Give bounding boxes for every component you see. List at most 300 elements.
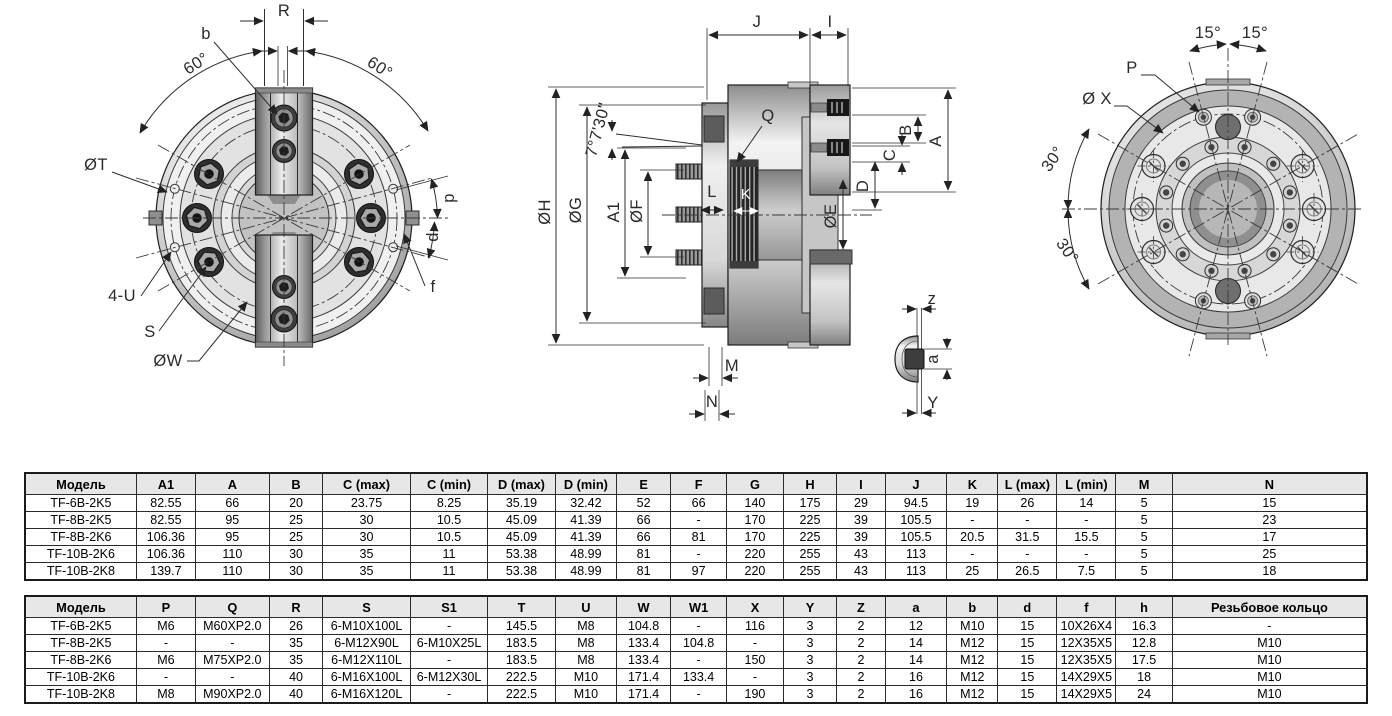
column-header: N	[1172, 473, 1367, 495]
value-cell: -	[1057, 512, 1116, 529]
value-cell: 220	[727, 546, 783, 563]
front-view-drawing	[84, 2, 458, 370]
label-K: K	[740, 186, 752, 203]
model-cell: TF-6B-2K5	[25, 618, 136, 635]
value-cell: 105.5	[885, 529, 947, 546]
value-cell: 139.7	[136, 563, 195, 581]
table-row	[25, 495, 1367, 512]
leader-dia-T	[84, 156, 167, 192]
stud-bolt	[676, 207, 703, 222]
value-cell: 255	[783, 563, 837, 581]
value-cell: 2	[837, 686, 885, 704]
value-cell: 2	[837, 652, 885, 669]
column-header: d	[998, 596, 1057, 618]
value-cell: 53.38	[488, 546, 555, 563]
label-J: J	[752, 13, 762, 31]
dim-N	[689, 390, 735, 421]
value-cell: 81	[617, 546, 671, 563]
value-cell: M12	[947, 686, 998, 704]
column-header: D (min)	[555, 473, 617, 495]
label-15-left: 15°	[1194, 24, 1222, 42]
value-cell: 3	[783, 652, 837, 669]
value-cell: 26	[998, 495, 1057, 512]
value-cell: 5	[1116, 529, 1172, 546]
table-row	[25, 652, 1367, 669]
value-cell: 26	[269, 618, 323, 635]
value-cell: -	[410, 652, 488, 669]
dimension-table-2	[24, 595, 1368, 704]
value-cell: M10	[947, 618, 998, 635]
value-cell: M8	[136, 686, 195, 704]
label-A: A	[927, 135, 945, 147]
label-dia-H: ØH	[536, 199, 554, 225]
table-row	[25, 635, 1367, 652]
label-30-lower: 30°	[1052, 235, 1082, 268]
value-cell: -	[195, 635, 269, 652]
model-cell: TF-10B-2K6	[25, 669, 136, 686]
value-cell: 39	[837, 512, 885, 529]
dimension-tables	[0, 472, 1392, 704]
column-header: G	[727, 473, 783, 495]
value-cell: 170	[727, 529, 783, 546]
value-cell: 95	[195, 512, 269, 529]
value-cell: 6-M12X30L	[410, 669, 488, 686]
value-cell: 35	[269, 635, 323, 652]
small-hole	[1267, 248, 1280, 261]
value-cell: 16	[885, 669, 947, 686]
value-cell: -	[727, 669, 783, 686]
value-cell: 225	[783, 529, 837, 546]
label-60-right: 60°	[363, 53, 396, 83]
value-cell: -	[670, 686, 726, 704]
value-cell: 12.8	[1116, 635, 1172, 652]
table-row	[25, 618, 1367, 635]
value-cell: 15	[998, 652, 1057, 669]
value-cell: 6-M10X25L	[410, 635, 488, 652]
value-cell: 15	[998, 635, 1057, 652]
value-cell: 40	[269, 686, 323, 704]
value-cell: -	[410, 686, 488, 704]
label-I: I	[827, 13, 833, 31]
dim-A	[852, 88, 956, 192]
value-cell: 16.3	[1116, 618, 1172, 635]
column-header: Модель	[25, 596, 136, 618]
small-hole	[1176, 248, 1189, 261]
value-cell: 30	[269, 563, 323, 581]
label-b: b	[201, 25, 211, 43]
small-hole	[1283, 219, 1296, 232]
value-cell: -	[136, 635, 195, 652]
value-cell: 14	[885, 652, 947, 669]
value-cell: 25	[269, 512, 323, 529]
value-cell: 3	[783, 635, 837, 652]
value-cell: M12	[947, 652, 998, 669]
value-cell: 255	[783, 546, 837, 563]
value-cell: 183.5	[488, 635, 555, 652]
value-cell: 8.25	[410, 495, 488, 512]
value-cell: -	[670, 546, 726, 563]
label-L: L	[707, 183, 717, 201]
value-cell: 24	[1116, 686, 1172, 704]
value-cell: 30	[269, 546, 323, 563]
value-cell: 104.8	[617, 618, 671, 635]
value-cell: 15	[998, 686, 1057, 704]
label-p: p	[440, 193, 458, 203]
small-hole	[1283, 186, 1296, 199]
model-cell: TF-8B-2K5	[25, 635, 136, 652]
column-header: L (min)	[1057, 473, 1116, 495]
value-cell: M12	[947, 635, 998, 652]
value-cell: 35	[269, 652, 323, 669]
model-cell: TF-10B-2K8	[25, 686, 136, 704]
model-cell: TF-6B-2K5	[25, 495, 136, 512]
value-cell: -	[670, 618, 726, 635]
value-cell: 5	[1116, 563, 1172, 581]
value-cell: 66	[195, 495, 269, 512]
value-cell: -	[998, 546, 1057, 563]
dim-D	[852, 162, 882, 210]
value-cell: M12	[947, 669, 998, 686]
dim-M	[693, 347, 739, 386]
value-cell: 171.4	[617, 686, 671, 704]
dim-I	[812, 13, 848, 86]
value-cell: 26.5	[998, 563, 1057, 581]
dim-C	[852, 133, 910, 175]
column-header: C (max)	[323, 473, 410, 495]
small-hole	[1160, 186, 1173, 199]
value-cell: 15	[998, 618, 1057, 635]
column-header: a	[885, 596, 947, 618]
table-row	[25, 686, 1367, 704]
value-cell: 106.36	[136, 529, 195, 546]
value-cell: 81	[670, 529, 726, 546]
value-cell: -	[670, 512, 726, 529]
value-cell: 45.09	[488, 529, 555, 546]
value-cell: 5	[1116, 512, 1172, 529]
value-cell: 6-M12X90L	[323, 635, 410, 652]
value-cell: 6-M16X100L	[323, 669, 410, 686]
model-cell: TF-8B-2K6	[25, 529, 136, 546]
column-header: Z	[837, 596, 885, 618]
value-cell: -	[136, 669, 195, 686]
column-header: f	[1057, 596, 1116, 618]
column-header: J	[885, 473, 947, 495]
value-cell: 40	[269, 669, 323, 686]
value-cell: 18	[1172, 563, 1367, 581]
value-cell: 25	[269, 529, 323, 546]
label-Q: Q	[761, 107, 775, 125]
value-cell: 23	[1172, 512, 1367, 529]
value-cell: 35	[323, 546, 410, 563]
value-cell: M10	[1172, 652, 1367, 669]
value-cell: 31.5	[998, 529, 1057, 546]
value-cell: 35	[323, 563, 410, 581]
table-row	[25, 563, 1367, 581]
value-cell: 5	[1116, 495, 1172, 512]
label-dia-F: ØF	[628, 199, 646, 223]
column-header: M	[1116, 473, 1172, 495]
value-cell: 35.19	[488, 495, 555, 512]
value-cell: 94.5	[885, 495, 947, 512]
label-f: f	[430, 278, 436, 296]
label-a: a	[924, 354, 942, 364]
value-cell: 11	[410, 563, 488, 581]
hex-bolt	[195, 248, 224, 277]
value-cell: M10	[555, 686, 617, 704]
stud-bolt	[676, 164, 703, 179]
dim-d	[424, 222, 442, 258]
value-cell: -	[670, 652, 726, 669]
value-cell: 105.5	[885, 512, 947, 529]
column-header: K	[947, 473, 998, 495]
hex-bolt	[195, 160, 224, 189]
value-cell: M10	[555, 669, 617, 686]
column-header: D (max)	[488, 473, 555, 495]
column-header: P	[136, 596, 195, 618]
small-hole	[1176, 157, 1189, 170]
value-cell: 15	[1172, 495, 1367, 512]
model-cell: TF-10B-2K6	[25, 546, 136, 563]
column-header: R	[269, 596, 323, 618]
column-header: h	[1116, 596, 1172, 618]
value-cell: 15	[998, 669, 1057, 686]
value-cell: 30	[323, 529, 410, 546]
value-cell: 20	[269, 495, 323, 512]
label-dia-T: ØT	[84, 156, 108, 174]
value-cell: 110	[195, 563, 269, 581]
column-header: B	[269, 473, 323, 495]
value-cell: M10	[1172, 635, 1367, 652]
section-view-drawing	[536, 13, 956, 421]
value-cell: 81	[617, 563, 671, 581]
value-cell: 3	[783, 618, 837, 635]
value-cell: M75XP2.0	[195, 652, 269, 669]
value-cell: 41.39	[555, 512, 617, 529]
plug-tab	[905, 349, 924, 369]
value-cell: M8	[555, 652, 617, 669]
label-dia-X: Ø X	[1082, 90, 1112, 108]
small-hole	[1160, 219, 1173, 232]
label-N: N	[705, 393, 719, 411]
stud-bolt	[676, 250, 703, 265]
column-header: F	[670, 473, 726, 495]
value-cell: -	[410, 618, 488, 635]
value-cell: 16	[885, 686, 947, 704]
value-cell: M10	[1172, 669, 1367, 686]
value-cell: 190	[727, 686, 783, 704]
value-cell: 52	[617, 495, 671, 512]
value-cell: 3	[783, 669, 837, 686]
model-cell: TF-8B-2K6	[25, 652, 136, 669]
label-dia-E: ØE	[822, 203, 840, 229]
value-cell: 150	[727, 652, 783, 669]
value-cell: 14	[1057, 495, 1116, 512]
back-view-drawing	[1038, 24, 1364, 356]
label-M: M	[724, 357, 740, 375]
jaw-nut	[827, 99, 849, 116]
value-cell: -	[1172, 618, 1367, 635]
value-cell: 19	[947, 495, 998, 512]
value-cell: 6-M16X120L	[323, 686, 410, 704]
value-cell: 95	[195, 529, 269, 546]
value-cell: -	[998, 512, 1057, 529]
value-cell: 220	[727, 563, 783, 581]
value-cell: 43	[837, 546, 885, 563]
value-cell: 43	[837, 563, 885, 581]
value-cell: M6	[136, 618, 195, 635]
value-cell: 183.5	[488, 652, 555, 669]
value-cell: 10.5	[410, 529, 488, 546]
label-D: D	[854, 179, 872, 193]
value-cell: 170	[727, 512, 783, 529]
value-cell: 145.5	[488, 618, 555, 635]
column-header: W1	[670, 596, 726, 618]
column-header: A	[195, 473, 269, 495]
value-cell: 14X29X5	[1057, 686, 1116, 704]
value-cell: 133.4	[617, 635, 671, 652]
label-15-right: 15°	[1241, 24, 1269, 42]
value-cell: 5	[1116, 546, 1172, 563]
column-header: Модель	[25, 473, 136, 495]
model-cell: TF-10B-2K8	[25, 563, 136, 581]
column-header: Резьбовое кольцо	[1172, 596, 1367, 618]
column-header: A1	[136, 473, 195, 495]
table-row	[25, 512, 1367, 529]
label-P: P	[1126, 59, 1138, 77]
hex-bolt	[345, 247, 374, 276]
value-cell: -	[947, 546, 998, 563]
column-header: T	[488, 596, 555, 618]
value-cell: 6-M12X110L	[323, 652, 410, 669]
dimension-table-1	[24, 472, 1368, 581]
column-header: L (max)	[998, 473, 1057, 495]
value-cell: 2	[837, 635, 885, 652]
value-cell: 6-M10X100L	[323, 618, 410, 635]
value-cell: 48.99	[555, 546, 617, 563]
value-cell: 48.99	[555, 563, 617, 581]
value-cell: -	[1057, 546, 1116, 563]
jaw-nut	[827, 139, 849, 156]
column-header: Y	[783, 596, 837, 618]
column-header: W	[617, 596, 671, 618]
column-header: S	[323, 596, 410, 618]
value-cell: M60XP2.0	[195, 618, 269, 635]
label-60-left: 60°	[180, 49, 213, 79]
value-cell: 113	[885, 563, 947, 581]
value-cell: 12X35X5	[1057, 652, 1116, 669]
value-cell: 32.42	[555, 495, 617, 512]
value-cell: M6	[136, 652, 195, 669]
value-cell: 39	[837, 529, 885, 546]
value-cell: 12X35X5	[1057, 635, 1116, 652]
plug-detail	[895, 290, 952, 414]
value-cell: 66	[617, 512, 671, 529]
column-header: C (min)	[410, 473, 488, 495]
table-row	[25, 546, 1367, 563]
dim-B	[852, 115, 926, 143]
label-d: d	[424, 232, 442, 242]
label-B: B	[897, 124, 915, 136]
value-cell: 110	[195, 546, 269, 563]
label-z: z	[927, 290, 937, 308]
column-header: X	[727, 596, 783, 618]
dim-slot	[258, 46, 308, 86]
value-cell: 106.36	[136, 546, 195, 563]
dim-taper	[582, 101, 702, 160]
value-cell: 3	[783, 686, 837, 704]
label-dia-G: ØG	[567, 196, 585, 224]
label-C: C	[881, 148, 899, 162]
column-header: U	[555, 596, 617, 618]
value-cell: 66	[670, 495, 726, 512]
value-cell: M8	[555, 618, 617, 635]
value-cell: 25	[947, 563, 998, 581]
value-cell: 104.8	[670, 635, 726, 652]
p-screw-hole	[1245, 109, 1261, 125]
value-cell: 30	[323, 512, 410, 529]
table-row	[25, 529, 1367, 546]
label-A1: A1	[605, 201, 623, 223]
scroll-thread	[730, 160, 758, 268]
value-cell: -	[727, 635, 783, 652]
leader-4U	[108, 252, 171, 305]
value-cell: 12	[885, 618, 947, 635]
value-cell: 17	[1172, 529, 1367, 546]
label-30-upper: 30°	[1038, 143, 1068, 176]
value-cell: -	[195, 669, 269, 686]
value-cell: 66	[617, 529, 671, 546]
value-cell: 82.55	[136, 495, 195, 512]
value-cell: 2	[837, 618, 885, 635]
label-R: R	[277, 2, 291, 20]
column-header: E	[617, 473, 671, 495]
value-cell: 133.4	[670, 669, 726, 686]
value-cell: 53.38	[488, 563, 555, 581]
value-cell: 11	[410, 546, 488, 563]
column-header: S1	[410, 596, 488, 618]
value-cell: M90XP2.0	[195, 686, 269, 704]
column-header: Q	[195, 596, 269, 618]
value-cell: 41.39	[555, 529, 617, 546]
value-cell: 7.5	[1057, 563, 1116, 581]
column-header: H	[783, 473, 837, 495]
value-cell: 113	[885, 546, 947, 563]
table-row	[25, 669, 1367, 686]
value-cell: 171.4	[617, 669, 671, 686]
value-cell: M10	[1172, 686, 1367, 704]
model-cell: TF-8B-2K5	[25, 512, 136, 529]
value-cell: 82.55	[136, 512, 195, 529]
value-cell: 10.5	[410, 512, 488, 529]
value-cell: 222.5	[488, 686, 555, 704]
dim-15deg	[1190, 24, 1268, 51]
value-cell: 225	[783, 512, 837, 529]
value-cell: 140	[727, 495, 783, 512]
value-cell: 14	[885, 635, 947, 652]
column-header: b	[947, 596, 998, 618]
value-cell: 10X26X4	[1057, 618, 1116, 635]
label-S: S	[144, 323, 156, 341]
label-Y: Y	[927, 394, 939, 412]
value-cell: 15.5	[1057, 529, 1116, 546]
label-4U: 4-U	[108, 287, 136, 305]
value-cell: 222.5	[488, 669, 555, 686]
label-dia-W: ØW	[153, 352, 183, 370]
value-cell: 23.75	[323, 495, 410, 512]
value-cell: 14X29X5	[1057, 669, 1116, 686]
value-cell: 18	[1116, 669, 1172, 686]
value-cell: 20.5	[947, 529, 998, 546]
